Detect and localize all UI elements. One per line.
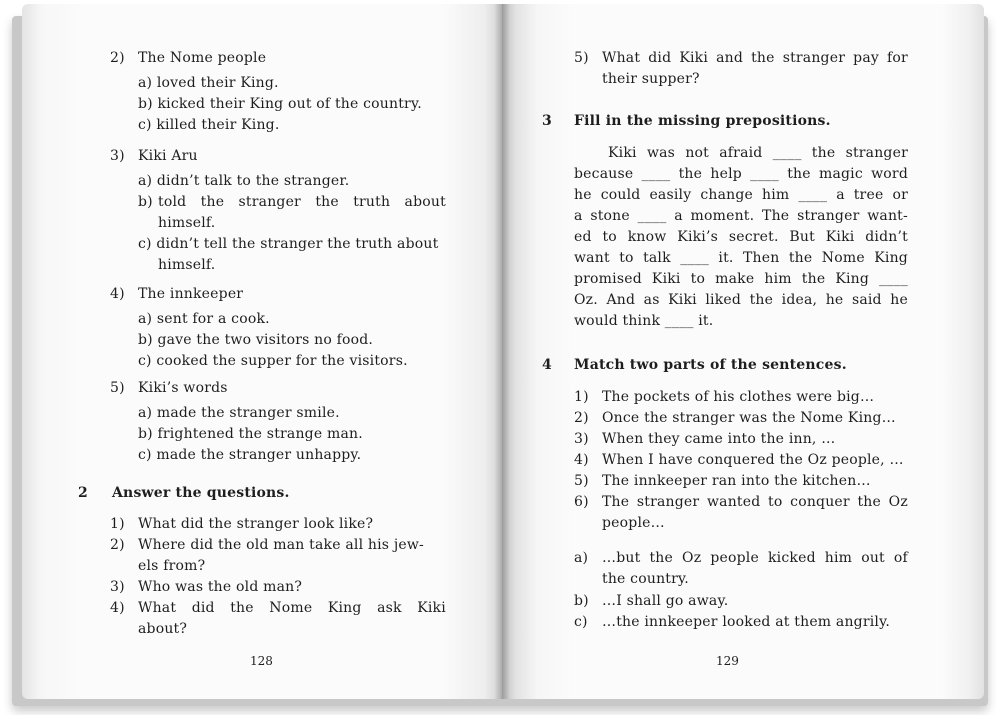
question-3-option-b-line-2: himself. [158, 215, 216, 231]
question-5-option-b: b) frightened the strange man. [138, 426, 363, 442]
question-4-stem: The innkeeper [138, 286, 244, 302]
question-4-number: 4) [110, 286, 125, 302]
exercise-4-option-a-letter: a) [574, 550, 589, 566]
exercise-2-q4-line-2: about? [138, 621, 188, 637]
exercise-2-q2-number: 2) [110, 537, 125, 553]
question-2-option-a: a) loved their King. [138, 75, 279, 91]
exercise-4-item-1: The pockets of his clothes were big… [602, 389, 875, 405]
exercise-4-option-a-line-2: the country. [602, 571, 689, 587]
question-5-line-2: their supper? [602, 71, 700, 87]
exercise-4-item-2: Once the stranger was the Nome King… [602, 410, 896, 426]
exercise-4-option-c-letter: c) [574, 614, 588, 630]
exercise-4-item-3: When they came into the inn, … [602, 431, 836, 447]
exercise-4-option-a-line-1: …but the Oz people kicked him out of [602, 550, 908, 566]
exercise-4-title: Match two parts of the sentences. [574, 357, 847, 373]
exercise-4-option-b-letter: b) [574, 593, 589, 609]
exercise-4-option-b: …I shall go away. [602, 593, 729, 609]
exercise-4-item-5: The innkeeper ran into the kitchen… [602, 473, 871, 489]
question-4-option-c: c) cooked the supper for the visitors. [138, 353, 408, 369]
exercise-4-item-4-number: 4) [574, 452, 589, 468]
question-3-option-b: b) [138, 194, 153, 210]
question-2-stem: The Nome people [138, 50, 267, 66]
question-2-option-c: c) killed their King. [138, 117, 280, 133]
left-page [22, 4, 504, 699]
question-5-option-c: c) made the stranger unhappy. [138, 447, 362, 463]
exercise-2-q1-number: 1) [110, 516, 125, 532]
right-page: 5) What did Kiki and the stranger pay for their supper? 3 Fill in the missing prepositions. Kiki was not afraid ____ the stranger because ____ the help ____ the magic word he could easily change him ____ a tree or a stone ____ a moment. The stranger want- ed to know Kiki’s secret. But Kiki didn’t want to talk ____ it. Then the Nome King promised Kiki to make him the King ____ Oz. And as Kiki liked the idea, he said he would think ____ it. 4 Match two parts of the sentences. 1) The pockets of his clothes were big… 2) Once the stranger was the Nome King… 3) When they came into the inn, … 4) When I have conquered the Oz people, … 5) The innkeeper ran into the kitchen… 6) The stranger wanted to conquer the Oz people… a) …but the Oz people kicked him out of the country. b) …I shall go away. c) …the innkeeper looked at them angrily. 129 [502, 4, 984, 699]
exercise-4-item-4: When I have conquered the Oz people, … [602, 452, 904, 468]
question-5-line-1: What did Kiki and the stranger pay for [602, 50, 908, 66]
exercise-2-q3-number: 3) [110, 579, 125, 595]
exercise-4-option-c: …the innkeeper looked at them angrily. [602, 614, 890, 630]
exercise-4-item-5-number: 5) [574, 473, 589, 489]
book-gutter [494, 4, 510, 699]
exercise-2-q2-line-2: els from? [138, 558, 206, 574]
question-3-option-c-line-2: himself. [158, 257, 216, 273]
question-5-number-right: 5) [574, 50, 589, 66]
question-5-stem: Kiki’s words [138, 380, 228, 396]
exercise-4-number: 4 [542, 357, 552, 373]
question-3-number: 3) [110, 148, 125, 164]
exercise-4-item-2-number: 2) [574, 410, 589, 426]
exercise-2-q3: Who was the old man? [138, 579, 303, 595]
exercise-2-number: 2 [78, 485, 88, 501]
question-3-option-c: c) didn’t tell the stranger the truth about [138, 236, 439, 252]
exercise-2-q4-line-1: What did the Nome King ask Kiki [138, 600, 446, 616]
exercise-2-title: Answer the questions. [112, 485, 290, 501]
page-number-right: 129 [716, 654, 739, 668]
question-4-option-b: b) gave the two visitors no food. [138, 332, 374, 348]
exercise-2-q4-number: 4) [110, 600, 125, 616]
exercise-3-title: Fill in the missing prepositions. [574, 113, 831, 129]
question-3-stem: Kiki Aru [138, 148, 198, 164]
exercise-2-q1: What did the stranger look like? [138, 516, 374, 532]
exercise-4-item-1-number: 1) [574, 389, 589, 405]
question-2-option-b: b) kicked their King out of the country. [138, 96, 422, 112]
question-5-number: 5) [110, 380, 125, 396]
exercise-3-number: 3 [542, 113, 552, 129]
exercise-4-item-3-number: 3) [574, 431, 589, 447]
question-3-option-a: a) didn’t talk to the stranger. [138, 173, 350, 189]
exercise-2-q2-line-1: Where did the old man take all his jew- [138, 537, 424, 553]
exercise-4-item-6-line-1: The stranger wanted to conquer the Oz [602, 494, 908, 510]
exercise-4-item-6-number: 6) [574, 494, 589, 510]
exercise-4-item-6-line-2: people… [602, 515, 665, 531]
question-5-option-a: a) made the stranger smile. [138, 405, 340, 421]
question-4-option-a: a) sent for a cook. [138, 311, 270, 327]
page-number-left: 128 [250, 654, 273, 668]
question-3-option-b-line-1: told the stranger the truth about [158, 194, 446, 210]
question-2-number: 2) [110, 50, 125, 66]
